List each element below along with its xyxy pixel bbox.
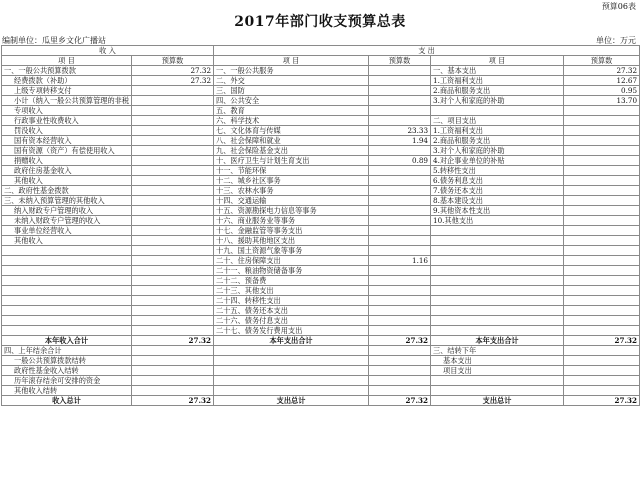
table-cell: 基本支出 xyxy=(431,356,564,366)
table-cell xyxy=(132,316,214,326)
table-cell: 经费拨款（补助） xyxy=(2,76,132,86)
col-budget-economic: 预算数 xyxy=(564,56,640,66)
table-cell xyxy=(369,116,431,126)
table-cell: 27.32 xyxy=(132,76,214,86)
table-cell: 7.债务还本支出 xyxy=(431,186,564,196)
table-cell: 1.工资福利支出 xyxy=(431,76,564,86)
budget-table xyxy=(1,45,640,406)
table-cell xyxy=(369,146,431,156)
table-cell: 十四、交通运输 xyxy=(214,196,369,206)
table-cell: 专项收入 xyxy=(2,106,132,116)
table-cell xyxy=(431,326,564,336)
table-cell xyxy=(564,106,640,116)
table-cell xyxy=(431,376,564,386)
table-cell: 纳入财政专户管理的收入 xyxy=(2,206,132,216)
income-header: 收 入 xyxy=(2,46,214,56)
table-cell xyxy=(369,216,431,226)
table-cell: 8.基本建设支出 xyxy=(431,196,564,206)
table-cell xyxy=(132,146,214,156)
table-cell xyxy=(2,296,132,306)
table-cell xyxy=(132,126,214,136)
table-cell xyxy=(564,126,640,136)
table-cell: 13.70 xyxy=(564,96,640,106)
table-cell: 四、公共安全 xyxy=(214,96,369,106)
table-row xyxy=(2,66,640,76)
table-row xyxy=(2,296,640,306)
table-cell: 上级专项转移支付 xyxy=(2,86,132,96)
table-cell: 事业单位经营收入 xyxy=(2,226,132,236)
table-cell xyxy=(564,116,640,126)
table-cell xyxy=(431,286,564,296)
table-cell xyxy=(431,256,564,266)
table-cell: 二十二、预备费 xyxy=(214,276,369,286)
col-item-income: 项 目 xyxy=(2,56,132,66)
table-cell xyxy=(564,316,640,326)
col-budget-income: 预算数 xyxy=(132,56,214,66)
table-cell: 五、教育 xyxy=(214,106,369,116)
table-cell xyxy=(369,206,431,216)
table-cell: 历年滚存结余可安排的资金 xyxy=(2,376,132,386)
table-cell: 支出总计 xyxy=(431,396,564,406)
table-cell xyxy=(214,346,369,356)
table-row xyxy=(2,156,640,166)
table-row xyxy=(2,386,640,396)
table-cell: 0.89 xyxy=(369,156,431,166)
table-cell: 一、一般公共预算拨款 xyxy=(2,66,132,76)
table-cell: 其他收入 xyxy=(2,176,132,186)
table-cell xyxy=(564,356,640,366)
table-cell xyxy=(564,216,640,226)
grand-total-row xyxy=(2,396,640,406)
table-row xyxy=(2,86,640,96)
page-title: 2017年部门收支预算总表 xyxy=(234,14,406,30)
table-cell: 27.32 xyxy=(132,336,214,346)
table-row xyxy=(2,276,640,286)
table-cell xyxy=(132,256,214,266)
table-cell xyxy=(132,266,214,276)
table-row xyxy=(2,226,640,236)
table-cell: 十七、金融监管等事务支出 xyxy=(214,226,369,236)
table-cell: 一、基本支出 xyxy=(431,66,564,76)
table-cell: 一、一般公共服务 xyxy=(214,66,369,76)
table-cell xyxy=(431,296,564,306)
year-total-row xyxy=(2,336,640,346)
table-cell xyxy=(369,306,431,316)
table-cell xyxy=(564,306,640,316)
table-cell xyxy=(132,276,214,286)
table-cell: 27.32 xyxy=(564,66,640,76)
table-cell xyxy=(369,246,431,256)
table-cell xyxy=(132,366,214,376)
table-cell xyxy=(564,206,640,216)
table-cell: 十六、商业服务业等事务 xyxy=(214,216,369,226)
table-cell xyxy=(214,376,369,386)
table-cell xyxy=(132,346,214,356)
table-cell xyxy=(132,186,214,196)
table-cell xyxy=(369,236,431,246)
table-cell xyxy=(564,166,640,176)
table-cell xyxy=(564,266,640,276)
table-cell: 本年支出合计 xyxy=(214,336,369,346)
table-cell: 1.94 xyxy=(369,136,431,146)
table-cell: 9.其他资本性支出 xyxy=(431,206,564,216)
expense-header: 支 出 xyxy=(214,46,640,56)
table-cell xyxy=(564,246,640,256)
table-cell xyxy=(431,106,564,116)
table-row xyxy=(2,136,640,146)
table-cell xyxy=(2,286,132,296)
col-item-function: 项 目 xyxy=(214,56,369,66)
table-cell xyxy=(369,66,431,76)
table-row xyxy=(2,366,640,376)
table-cell: 十二、城乡社区事务 xyxy=(214,176,369,186)
table-cell xyxy=(2,326,132,336)
table-row xyxy=(2,96,640,106)
table-cell xyxy=(431,306,564,316)
table-cell: 政府性基金收入结转 xyxy=(2,366,132,376)
table-cell: 十九、国土资源气象等事务 xyxy=(214,246,369,256)
table-cell xyxy=(132,236,214,246)
table-cell xyxy=(132,166,214,176)
table-cell: 一般公共预算拨款结转 xyxy=(2,356,132,366)
table-cell xyxy=(132,386,214,396)
table-cell xyxy=(132,106,214,116)
table-cell: 二十七、债务发行费用支出 xyxy=(214,326,369,336)
table-row xyxy=(2,326,640,336)
table-cell xyxy=(2,266,132,276)
table-cell: 其他收入结转 xyxy=(2,386,132,396)
table-cell xyxy=(2,316,132,326)
table-cell: 1.16 xyxy=(369,256,431,266)
table-cell xyxy=(132,196,214,206)
table-cell xyxy=(132,226,214,236)
table-cell xyxy=(214,366,369,376)
col-budget-function: 预算数 xyxy=(369,56,431,66)
table-cell: 二十、住房保障支出 xyxy=(214,256,369,266)
table-cell xyxy=(132,326,214,336)
table-cell xyxy=(369,166,431,176)
table-cell: 2.商品和服务支出 xyxy=(431,136,564,146)
table-cell xyxy=(369,376,431,386)
table-cell xyxy=(564,296,640,306)
table-row xyxy=(2,346,640,356)
table-cell: 4.对企事业单位的补贴 xyxy=(431,156,564,166)
table-cell: 政府住房基金收入 xyxy=(2,166,132,176)
table-cell xyxy=(369,76,431,86)
col-item-economic: 项 目 xyxy=(431,56,564,66)
table-cell: 七、文化体育与传媒 xyxy=(214,126,369,136)
table-cell xyxy=(132,136,214,146)
table-cell: 5.转移性支出 xyxy=(431,166,564,176)
table-cell xyxy=(369,106,431,116)
table-cell: 国有资源（资产）有偿使用收入 xyxy=(2,146,132,156)
table-row xyxy=(2,256,640,266)
table-cell xyxy=(431,316,564,326)
table-cell xyxy=(132,376,214,386)
table-cell: 本年收入合计 xyxy=(2,336,132,346)
table-cell xyxy=(564,196,640,206)
table-cell xyxy=(214,356,369,366)
table-cell: 国有资本经营收入 xyxy=(2,136,132,146)
table-cell xyxy=(132,156,214,166)
table-cell: 项目支出 xyxy=(431,366,564,376)
table-cell xyxy=(132,96,214,106)
table-cell xyxy=(132,216,214,226)
table-row xyxy=(2,356,640,366)
table-cell: 三、未纳入预算管理的其他收入 xyxy=(2,196,132,206)
table-cell xyxy=(132,206,214,216)
table-cell xyxy=(564,156,640,166)
table-cell xyxy=(369,366,431,376)
table-cell: 27.32 xyxy=(132,396,214,406)
table-cell xyxy=(369,386,431,396)
table-cell: 27.32 xyxy=(369,336,431,346)
table-cell xyxy=(369,176,431,186)
table-cell: 收入总计 xyxy=(2,396,132,406)
table-row xyxy=(2,166,640,176)
table-cell xyxy=(369,86,431,96)
table-cell: 0.95 xyxy=(564,86,640,96)
section-header-row xyxy=(2,46,640,56)
table-cell: 3.对个人和家庭的补助 xyxy=(431,96,564,106)
table-row xyxy=(2,306,640,316)
table-row xyxy=(2,286,640,296)
table-row xyxy=(2,76,640,86)
table-cell: 6.债务利息支出 xyxy=(431,176,564,186)
table-cell xyxy=(369,346,431,356)
table-row xyxy=(2,106,640,116)
table-cell xyxy=(132,296,214,306)
table-cell xyxy=(369,316,431,326)
table-row xyxy=(2,266,640,276)
table-cell xyxy=(431,266,564,276)
table-cell: 二、外交 xyxy=(214,76,369,86)
table-cell: 九、社会保险基金支出 xyxy=(214,146,369,156)
table-cell xyxy=(431,386,564,396)
table-cell xyxy=(369,286,431,296)
table-cell: 2.商品和服务支出 xyxy=(431,86,564,96)
table-cell xyxy=(369,326,431,336)
table-cell xyxy=(132,176,214,186)
table-cell: 罚没收入 xyxy=(2,126,132,136)
table-cell xyxy=(132,356,214,366)
table-row xyxy=(2,376,640,386)
table-cell xyxy=(132,306,214,316)
table-cell: 十、医疗卫生与计划生育支出 xyxy=(214,156,369,166)
table-cell: 二十四、转移性支出 xyxy=(214,296,369,306)
table-cell: 六、科学技术 xyxy=(214,116,369,126)
table-row xyxy=(2,116,640,126)
table-cell: 10.其他支出 xyxy=(431,216,564,226)
table-cell xyxy=(564,186,640,196)
table-cell: 未纳入财政专户管理的收入 xyxy=(2,216,132,226)
table-cell: 四、上年结余合计 xyxy=(2,346,132,356)
table-cell xyxy=(369,356,431,366)
table-cell xyxy=(369,266,431,276)
table-cell: 27.32 xyxy=(132,66,214,76)
table-cell: 27.32 xyxy=(369,396,431,406)
table-cell xyxy=(564,376,640,386)
table-cell xyxy=(369,276,431,286)
table-cell: 二十五、债务还本支出 xyxy=(214,306,369,316)
table-cell xyxy=(369,186,431,196)
table-row xyxy=(2,176,640,186)
table-cell: 十一、节能环保 xyxy=(214,166,369,176)
table-cell xyxy=(564,146,640,156)
table-cell: 十五、资源勘探电力信息等事务 xyxy=(214,206,369,216)
table-cell xyxy=(564,136,640,146)
table-cell: 捐赠收入 xyxy=(2,156,132,166)
table-cell xyxy=(2,306,132,316)
unit-label: 编制单位：瓜里乡文化广播站 xyxy=(2,36,106,45)
table-row xyxy=(2,236,640,246)
budget-table-body xyxy=(2,46,640,406)
table-cell xyxy=(2,256,132,266)
table-row xyxy=(2,216,640,226)
table-cell xyxy=(431,236,564,246)
table-cell xyxy=(564,366,640,376)
table-cell xyxy=(2,276,132,286)
table-cell xyxy=(214,386,369,396)
table-cell xyxy=(564,176,640,186)
table-row xyxy=(2,196,640,206)
table-cell: 八、社会保障和就业 xyxy=(214,136,369,146)
table-cell: 二十六、债务付息支出 xyxy=(214,316,369,326)
table-cell xyxy=(132,86,214,96)
money-unit: 单位：万元 xyxy=(596,36,636,45)
table-cell xyxy=(369,196,431,206)
table-cell xyxy=(564,386,640,396)
table-cell: 本年支出合计 xyxy=(431,336,564,346)
table-cell: 12.67 xyxy=(564,76,640,86)
table-cell xyxy=(369,296,431,306)
table-row xyxy=(2,126,640,136)
table-cell: 二十三、其他支出 xyxy=(214,286,369,296)
table-cell: 27.32 xyxy=(564,396,640,406)
table-cell: 十八、援助其他地区支出 xyxy=(214,236,369,246)
table-cell xyxy=(369,226,431,236)
table-cell: 支出总计 xyxy=(214,396,369,406)
table-cell xyxy=(564,276,640,286)
table-row xyxy=(2,146,640,156)
table-cell: 27.32 xyxy=(564,336,640,346)
table-cell xyxy=(2,246,132,256)
table-cell xyxy=(431,226,564,236)
table-cell: 十三、农林水事务 xyxy=(214,186,369,196)
table-cell xyxy=(564,346,640,356)
table-cell: 23.33 xyxy=(369,126,431,136)
table-cell: 二十一、粮油物资储备事务 xyxy=(214,266,369,276)
table-cell xyxy=(369,96,431,106)
table-cell: 三、结转下年 xyxy=(431,346,564,356)
table-cell xyxy=(564,226,640,236)
table-cell xyxy=(564,236,640,246)
table-cell: 其他收入 xyxy=(2,236,132,246)
table-cell: 二、项目支出 xyxy=(431,116,564,126)
table-cell: 1.工资福利支出 xyxy=(431,126,564,136)
table-row xyxy=(2,206,640,216)
table-cell xyxy=(564,326,640,336)
table-row xyxy=(2,316,640,326)
column-header-row xyxy=(2,56,640,66)
table-cell: 三、国防 xyxy=(214,86,369,96)
table-cell xyxy=(431,246,564,256)
table-cell xyxy=(564,286,640,296)
form-code: 预算06表 xyxy=(601,2,636,11)
table-cell: 行政事业性收费收入 xyxy=(2,116,132,126)
table-cell xyxy=(431,276,564,286)
table-row xyxy=(2,186,640,196)
table-cell xyxy=(564,256,640,266)
table-cell: 二、政府性基金拨款 xyxy=(2,186,132,196)
table-cell: 小计（纳入一般公共预算管理的非税 xyxy=(2,96,132,106)
table-cell xyxy=(132,246,214,256)
table-cell: 3.对个人和家庭的补助 xyxy=(431,146,564,156)
table-cell xyxy=(132,286,214,296)
table-row xyxy=(2,246,640,256)
table-cell xyxy=(132,116,214,126)
